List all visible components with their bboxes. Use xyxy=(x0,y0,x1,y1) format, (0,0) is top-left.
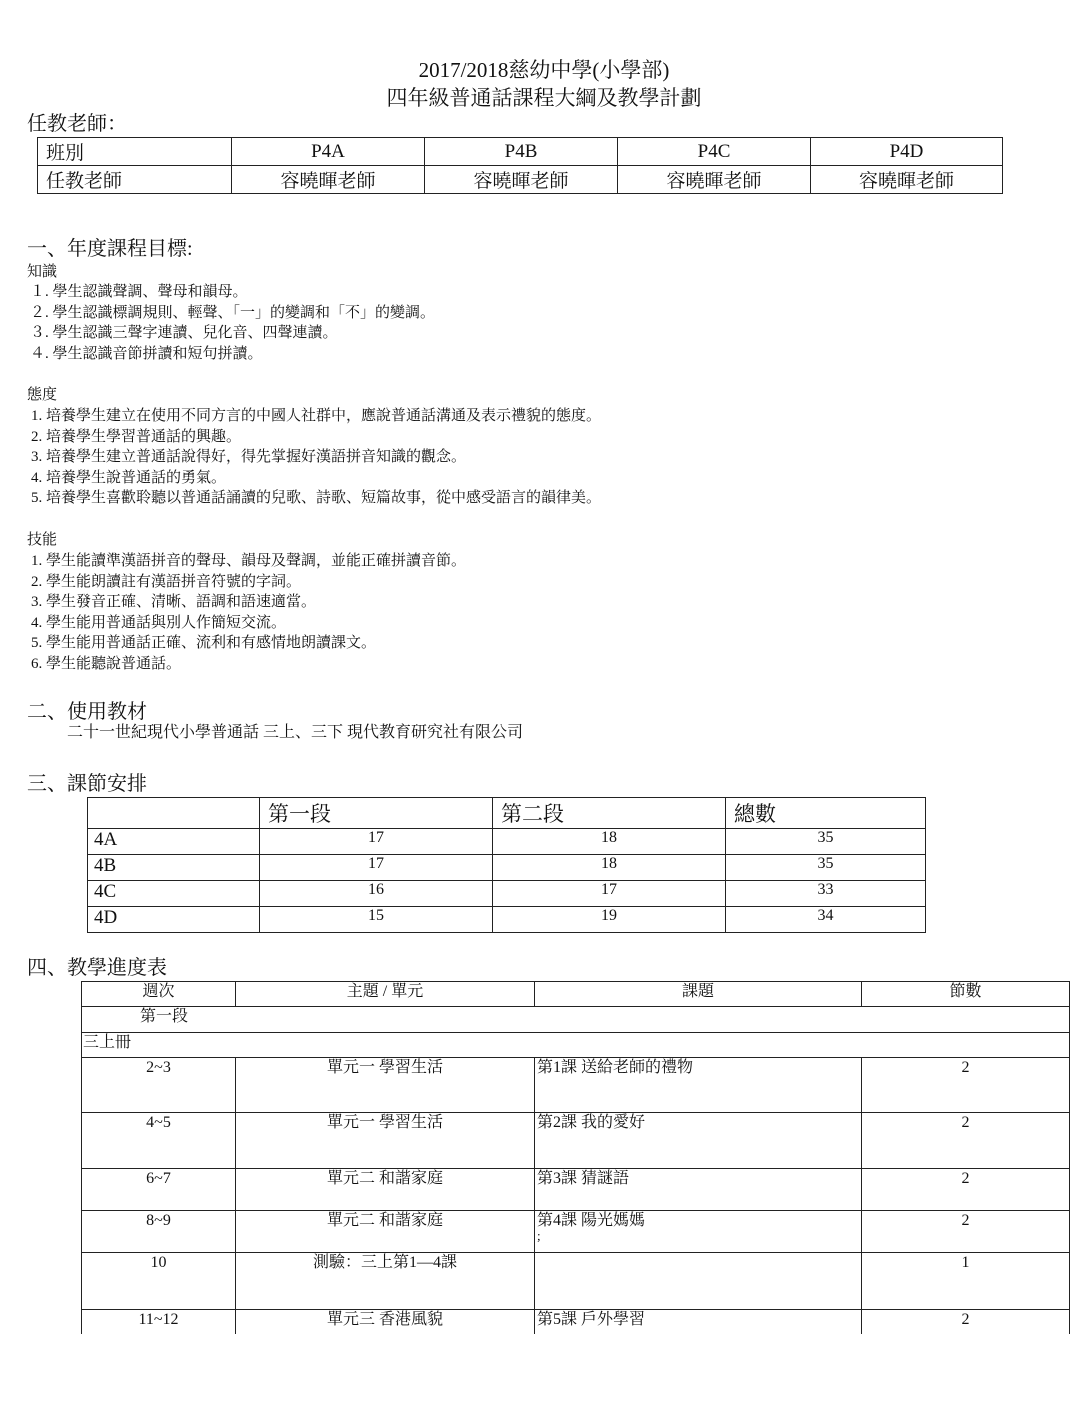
topic-text: 第2課 我的愛好 xyxy=(537,1114,646,1131)
table-cell: 4D xyxy=(88,907,260,933)
table-cell: 8~9 xyxy=(82,1211,236,1253)
table-cell: 第二段 xyxy=(493,798,726,829)
skills-label: 技能 xyxy=(27,532,58,548)
table-row xyxy=(38,166,1003,194)
table-row xyxy=(88,829,926,855)
section2-heading: 二、使用教材 xyxy=(27,701,147,723)
table-cell: 班別 xyxy=(38,138,232,166)
list-item: 4. 學生能用普通話與別人作簡短交流。 xyxy=(31,614,287,631)
list-item: 5. 培養學生喜歡聆聽以普通話誦讀的兒歌、詩歌、短篇故事，從中感受語言的韻律美。 xyxy=(31,490,602,506)
table-cell: 34 xyxy=(726,907,926,933)
table-cell: 測驗：三上第1—4課 xyxy=(236,1253,535,1310)
table-cell: 單元二 和諧家庭 xyxy=(236,1211,535,1253)
document-subtitle: 四年級普通話課程大綱及教學計劃 xyxy=(386,86,702,110)
table-cell: 11~12 xyxy=(82,1310,236,1335)
table-cell: 單元一 學習生活 xyxy=(236,1058,535,1113)
list-item: １. 學生認識聲調、聲母和韻母。 xyxy=(30,284,248,300)
table-cell: 10 xyxy=(82,1253,236,1310)
table-cell: 19 xyxy=(493,907,726,933)
table-cell: 6~7 xyxy=(82,1169,236,1211)
list-item: 2. 學生能朗讀註有漢語拼音符號的字詞。 xyxy=(31,573,302,590)
table-row xyxy=(82,1007,1070,1033)
table-cell xyxy=(535,1058,862,1113)
table-cell xyxy=(535,1253,862,1310)
table-cell: 17 xyxy=(493,881,726,907)
table-cell: 總數 xyxy=(726,798,926,829)
table-row xyxy=(88,798,926,829)
table-cell: 週次 xyxy=(82,982,236,1007)
table-cell: 單元三 香港風貌 xyxy=(236,1310,535,1335)
table-row xyxy=(82,1253,1070,1310)
table-cell: 任教老師 xyxy=(38,166,232,194)
table-row xyxy=(82,1033,1070,1058)
table-cell: 18 xyxy=(493,855,726,881)
table-cell: P4B xyxy=(425,138,618,166)
table-cell xyxy=(88,798,260,829)
table-cell: 節數 xyxy=(862,982,1070,1007)
table-cell: P4A xyxy=(232,138,425,166)
topic-text: 第3課 猜謎語 xyxy=(537,1170,630,1187)
attitude-label: 態度 xyxy=(27,387,58,403)
table-cell: P4D xyxy=(811,138,1003,166)
table-cell: 主題 / 單元 xyxy=(236,982,535,1007)
table-cell: 35 xyxy=(726,829,926,855)
teacher-table xyxy=(37,137,1003,194)
list-item: 4. 培養學生說普通話的勇氣。 xyxy=(31,469,227,486)
table-cell: 第一段 xyxy=(260,798,493,829)
list-item: 3. 學生發音正確、清晰、語調和語速適當。 xyxy=(31,594,317,610)
table-cell xyxy=(535,1310,862,1335)
table-cell: 33 xyxy=(726,881,926,907)
schedule-table xyxy=(81,981,1070,1334)
section1-heading: 一、年度課程目標: xyxy=(27,238,193,260)
section3-heading: 三、課節安排 xyxy=(27,773,147,795)
table-row xyxy=(88,881,926,907)
book-label: 三上冊 xyxy=(82,1033,1070,1058)
table-cell: 容曉暉老師 xyxy=(811,166,1003,194)
table-cell: 容曉暉老師 xyxy=(618,166,811,194)
table-cell: 單元一 學習生活 xyxy=(236,1113,535,1169)
table-cell xyxy=(535,1169,862,1211)
list-item: 6. 學生能聽說普通話。 xyxy=(31,655,182,672)
list-item: 1. 培養學生建立在使用不同方言的中國人社群中，應說普通話溝通及表示禮貌的態度。 xyxy=(31,408,602,424)
table-cell: 2 xyxy=(862,1113,1070,1169)
table-row xyxy=(82,1169,1070,1211)
table-row xyxy=(82,1113,1070,1169)
table-cell: P4C xyxy=(618,138,811,166)
topic-text: 第5課 戶外學習 xyxy=(537,1311,646,1328)
table-cell xyxy=(535,1211,862,1253)
table-cell: 4C xyxy=(88,881,260,907)
table-cell: 1 xyxy=(862,1253,1070,1310)
knowledge-label: 知識 xyxy=(27,264,58,280)
table-row xyxy=(82,982,1070,1007)
table-row xyxy=(82,1211,1070,1253)
table-cell: 課題 xyxy=(535,982,862,1007)
table-cell: 4~5 xyxy=(82,1113,236,1169)
table-cell: 容曉暉老師 xyxy=(232,166,425,194)
term-label: 第一段 xyxy=(82,1007,1070,1033)
table-cell: 16 xyxy=(260,881,493,907)
table-cell: 15 xyxy=(260,907,493,933)
list-item: ４. 學生認識音節拼讀和短句拼讀。 xyxy=(30,345,263,362)
list-item: ２. 學生認識標調規則、輕聲、「一」的變調和「不」的變調。 xyxy=(30,304,436,321)
list-item: 1. 學生能讀準漢語拼音的聲母、韻母及聲調，並能正確拼讀音節。 xyxy=(31,553,467,569)
table-row xyxy=(82,1058,1070,1113)
table-cell: 17 xyxy=(260,855,493,881)
table-cell: 2 xyxy=(862,1058,1070,1113)
list-item: 3. 培養學生建立普通話說得好，得先掌握好漢語拼音知識的觀念。 xyxy=(31,449,467,465)
topic-text: 第4課 陽光媽媽 xyxy=(537,1212,646,1229)
table-row xyxy=(88,907,926,933)
list-item: 2. 培養學生學習普通話的興趣。 xyxy=(31,428,242,445)
skills-list xyxy=(31,551,466,674)
table-cell: 4B xyxy=(88,855,260,881)
table-cell: 18 xyxy=(493,829,726,855)
topic-note: ; xyxy=(537,1228,541,1243)
table-cell: 4A xyxy=(88,829,260,855)
attitude-list xyxy=(31,406,601,509)
document-title: 2017/2018慈幼中學(小學部) xyxy=(418,58,670,82)
knowledge-list xyxy=(30,282,435,364)
table-cell: 35 xyxy=(726,855,926,881)
table-cell: 2~3 xyxy=(82,1058,236,1113)
table-cell: 單元二 和諧家庭 xyxy=(236,1169,535,1211)
lesson-table xyxy=(87,797,926,933)
textbook-text: 二十一世紀現代小學普通話 三上、三下 現代教育研究社有限公司 xyxy=(67,724,524,741)
list-item: ３. 學生認識三聲字連讀、兒化音、四聲連讀。 xyxy=(30,325,338,341)
section4-heading: 四、教學進度表 xyxy=(27,957,167,979)
table-cell: 容曉暉老師 xyxy=(425,166,618,194)
table-cell: 2 xyxy=(862,1169,1070,1211)
list-item: 5. 學生能用普通話正確、流利和有感情地朗讀課文。 xyxy=(31,635,377,651)
teacher-label: 任教老師： xyxy=(27,113,127,135)
table-cell: 2 xyxy=(862,1211,1070,1253)
table-cell xyxy=(535,1113,862,1169)
table-cell: 2 xyxy=(862,1310,1070,1335)
table-cell: 17 xyxy=(260,829,493,855)
topic-text: 第1課 送給老師的禮物 xyxy=(537,1059,694,1076)
table-row xyxy=(82,1310,1070,1335)
table-row xyxy=(88,855,926,881)
table-row xyxy=(38,138,1003,166)
